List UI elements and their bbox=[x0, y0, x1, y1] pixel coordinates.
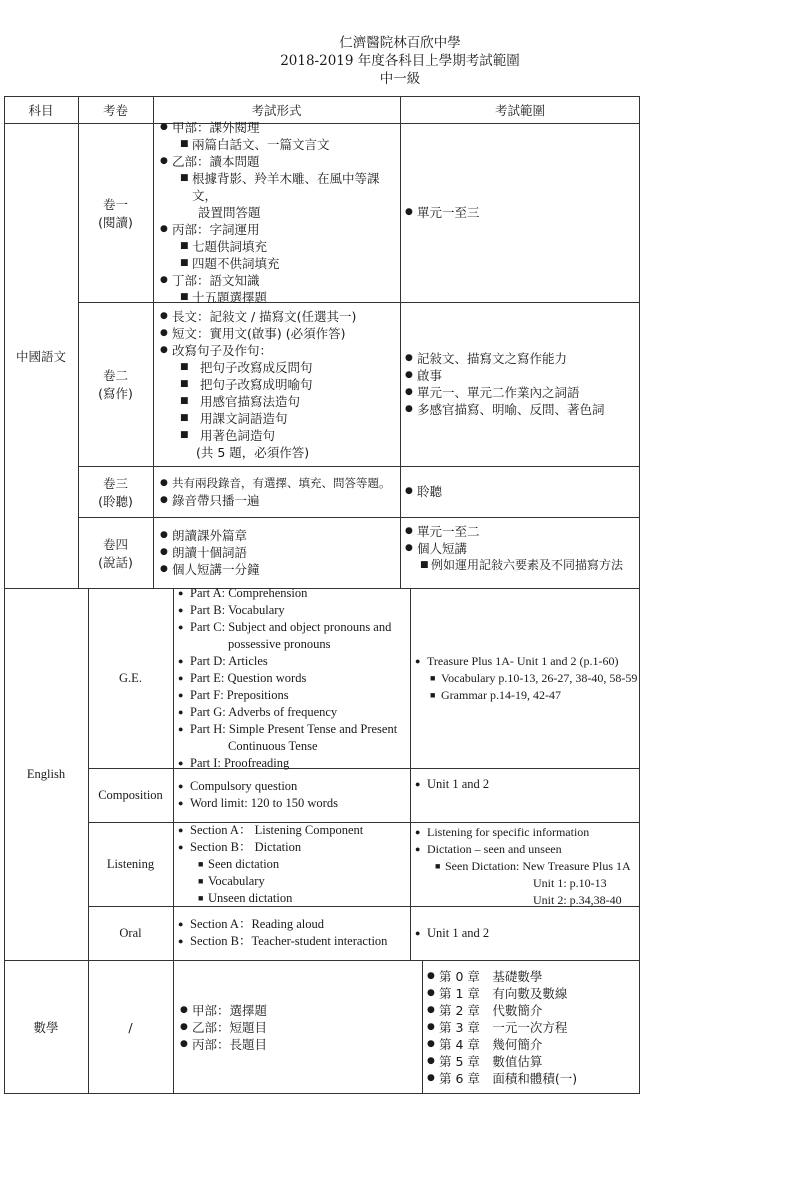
paper-math-format bbox=[180, 960, 420, 1094]
column-divider bbox=[153, 96, 154, 588]
paper-oral-label: Oral bbox=[119, 925, 142, 940]
list-item: ● Part A: Comprehension bbox=[178, 585, 397, 602]
list-item: ● 第 5 章 數值估算 bbox=[427, 1053, 577, 1070]
list-item: ● 單元一至二 bbox=[405, 523, 623, 540]
list-item: ● 朗讀十個詞語 bbox=[160, 544, 260, 561]
list-item: ● 朗讀課外篇章 bbox=[160, 527, 260, 544]
list-item: ■ Seen dictation bbox=[178, 856, 363, 873]
list-item: ■ 根據背影、羚羊木雕、在風中等課文， bbox=[160, 170, 398, 204]
document-title: 2018-2019 年度各科目上學期考試範圍 bbox=[280, 53, 520, 69]
list-item: ■ 把句子改寫成反問句 bbox=[160, 359, 356, 376]
list-item: ● 個人短講一分鐘 bbox=[160, 561, 260, 578]
list-item: ● Part C: Subject and object pronouns and bbox=[178, 619, 397, 636]
list-item: ■ Vocabulary p.10-13, 26-27, 38-40, 58-59 bbox=[415, 670, 637, 687]
list-item: ■ 十五題選擇題 bbox=[160, 289, 398, 306]
list-item: ● Unit 1 and 2 bbox=[415, 925, 489, 942]
list-item: ● Unit 1 and 2 bbox=[415, 776, 489, 793]
paper-listening-format bbox=[178, 822, 408, 906]
paper-math-scope bbox=[427, 960, 639, 1094]
list-item: ■ 用課文詞語造句 bbox=[160, 410, 356, 427]
list-item: ● 第 1 章 有向數及數線 bbox=[427, 985, 577, 1002]
list-item: ● 丙部：字詞運用 bbox=[160, 221, 398, 238]
column-header-format: 考試形式 bbox=[251, 102, 302, 118]
paper-composition-format bbox=[178, 768, 408, 822]
list-item: ● 單元一、單元二作業內之詞語 bbox=[405, 384, 605, 401]
paper-2-scope bbox=[405, 302, 638, 466]
paper-ge-label: G.E. bbox=[119, 670, 142, 685]
list-item: ● 個人短講 bbox=[405, 540, 623, 557]
school-name: 仁濟醫院林百欣中學 bbox=[339, 35, 461, 51]
list-item: ■ 四題不供詞填充 bbox=[160, 255, 398, 272]
list-item: ● 共有兩段錄音，有選擇、填充、問答等題。 bbox=[160, 475, 391, 492]
list-item: ■ Unseen dictation bbox=[178, 890, 363, 907]
paper-1-name: 卷一 bbox=[102, 196, 128, 212]
list-item: ● Part E: Question words bbox=[178, 670, 397, 687]
list-item: ● 改寫句子及作句： bbox=[160, 342, 356, 359]
list-item: ● Word limit: 120 to 150 words bbox=[178, 795, 338, 812]
list-item: ● 乙部：讀本問題 bbox=[160, 153, 398, 170]
column-header-scope: 考試範圍 bbox=[494, 102, 545, 118]
list-item: 設置問答題 bbox=[198, 205, 261, 220]
paper-3-name: 卷三 bbox=[102, 475, 128, 491]
column-divider bbox=[422, 960, 423, 1094]
list-item: ● 第 3 章 一元一次方程 bbox=[427, 1019, 577, 1036]
paper-2-label bbox=[78, 302, 153, 466]
list-item: ● Section A：Reading aloud bbox=[178, 916, 387, 933]
list-item: ■ Grammar p.14-19, 42-47 bbox=[415, 687, 637, 704]
paper-4-scope bbox=[405, 517, 638, 588]
list-item: ● 乙部：短題目 bbox=[180, 1019, 267, 1036]
list-item: ● Part D: Articles bbox=[178, 653, 397, 670]
list-item: possessive pronouns bbox=[228, 636, 331, 651]
list-item: ● Section A： Listening Component bbox=[178, 822, 363, 839]
column-divider bbox=[410, 588, 411, 960]
list-item: ● Compulsory question bbox=[178, 778, 338, 795]
list-item: ● Dictation – seen and unseen bbox=[415, 841, 631, 858]
list-item: ● 記敍文、描寫文之寫作能力 bbox=[405, 350, 605, 367]
paper-composition-scope bbox=[415, 768, 639, 822]
column-divider bbox=[173, 588, 174, 1094]
list-item: ● 甲部：選擇題 bbox=[180, 1002, 267, 1019]
paper-3-label bbox=[78, 466, 153, 517]
column-header-paper: 考卷 bbox=[102, 102, 128, 118]
paper-3-type: (聆聽) bbox=[98, 493, 133, 509]
paper-2-type: (寫作) bbox=[98, 386, 133, 401]
list-item: Unit 2: p.34,38-40 bbox=[533, 893, 622, 907]
grade-level: 中一級 bbox=[379, 71, 421, 87]
list-item: ● Listening for specific information bbox=[415, 824, 631, 841]
paper-2-name: 卷二 bbox=[102, 368, 128, 383]
list-item: ● 第 2 章 代數簡介 bbox=[427, 1002, 577, 1019]
list-item: ● 丙部：長題目 bbox=[180, 1036, 267, 1053]
list-item: ● Section B： Dictation bbox=[178, 839, 363, 856]
paper-math-label: / bbox=[128, 1019, 133, 1035]
paper-4-type: (說話) bbox=[98, 554, 133, 570]
subject-chinese: 中國語文 bbox=[15, 348, 66, 364]
list-item: ● Treasure Plus 1A- Unit 1 and 2 (p.1-60) bbox=[415, 653, 637, 670]
subject-math: 數學 bbox=[33, 1020, 59, 1035]
paper-oral-format bbox=[178, 906, 408, 960]
list-item: ● 啟事 bbox=[405, 367, 605, 384]
paper-ge-scope bbox=[415, 588, 639, 768]
paper-composition-label: Composition bbox=[98, 787, 163, 802]
list-item: ● 第 0 章 基礎數學 bbox=[427, 968, 577, 985]
list-item: ● 甲部：課外閱理 bbox=[160, 119, 398, 136]
column-header-subject: 科目 bbox=[28, 102, 54, 118]
list-item: ● Part B: Vocabulary bbox=[178, 602, 397, 619]
paper-4-name: 卷四 bbox=[102, 536, 128, 552]
paper-1-scope bbox=[405, 123, 638, 302]
list-item: ● Part H: Simple Present Tense and Present bbox=[178, 721, 397, 738]
paper-2-format bbox=[160, 302, 398, 466]
paper-listening-scope bbox=[415, 822, 639, 906]
list-item: ● 長文：記敍文 / 描寫文(任選其一) bbox=[160, 308, 356, 325]
list-item: ● 短文：實用文(啟事) (必須作答) bbox=[160, 325, 356, 342]
list-item: ■ 例如運用記敍六要素及不同描寫方法 bbox=[405, 557, 623, 574]
list-item: ■ Vocabulary bbox=[178, 873, 363, 890]
list-item: ● Part I: Proofreading bbox=[178, 755, 397, 772]
list-item: ● Part G: Adverbs of frequency bbox=[178, 704, 397, 721]
paper-1-format-list bbox=[160, 119, 398, 306]
list-item: ● 聆聽 bbox=[405, 483, 442, 500]
list-item: ● 單元一至三 bbox=[405, 204, 480, 221]
paper-1-type: (閱讀) bbox=[98, 214, 133, 230]
list-item: ■ 用感官描寫法造句 bbox=[160, 393, 356, 410]
paper-oral-scope bbox=[415, 906, 639, 960]
list-item: ● 錄音帶只播一遍 bbox=[160, 492, 391, 509]
list-item: (共 5 題，必須作答) bbox=[196, 444, 310, 460]
list-item: Unit 1: p.10-13 bbox=[533, 876, 607, 890]
paper-1-label bbox=[78, 123, 153, 302]
list-item: ● 第 6 章 面積和體積(一) bbox=[427, 1070, 577, 1087]
list-item: ● 丁部：語文知識 bbox=[160, 272, 398, 289]
paper-1-format bbox=[160, 120, 398, 305]
paper-3-scope bbox=[405, 466, 638, 517]
list-item: ■ 七題供詞填充 bbox=[160, 238, 398, 255]
paper-4-format bbox=[160, 517, 398, 588]
list-item: ● Section B：Teacher-student interaction bbox=[178, 933, 387, 950]
list-item: ● 第 4 章 幾何簡介 bbox=[427, 1036, 577, 1053]
list-item: ■ 把句子改寫成明喻句 bbox=[160, 376, 356, 393]
list-item: ■ Seen Dictation: New Treasure Plus 1A bbox=[415, 858, 631, 875]
list-item: ■ 兩篇白話文、一篇文言文 bbox=[160, 136, 398, 153]
paper-3-format bbox=[160, 466, 400, 517]
list-item: ■ 用著色詞造句 bbox=[160, 427, 356, 444]
list-item: ● 多感官描寫、明喻、反問、著色詞 bbox=[405, 401, 605, 418]
document-header bbox=[0, 34, 800, 88]
subject-english: English bbox=[26, 766, 66, 781]
paper-listening-label: Listening bbox=[106, 856, 155, 871]
paper-ge-format bbox=[178, 585, 408, 770]
paper-4-label bbox=[78, 517, 153, 588]
column-divider bbox=[400, 96, 401, 588]
list-item: Continuous Tense bbox=[228, 738, 318, 753]
list-item: ● Part F: Prepositions bbox=[178, 687, 397, 704]
